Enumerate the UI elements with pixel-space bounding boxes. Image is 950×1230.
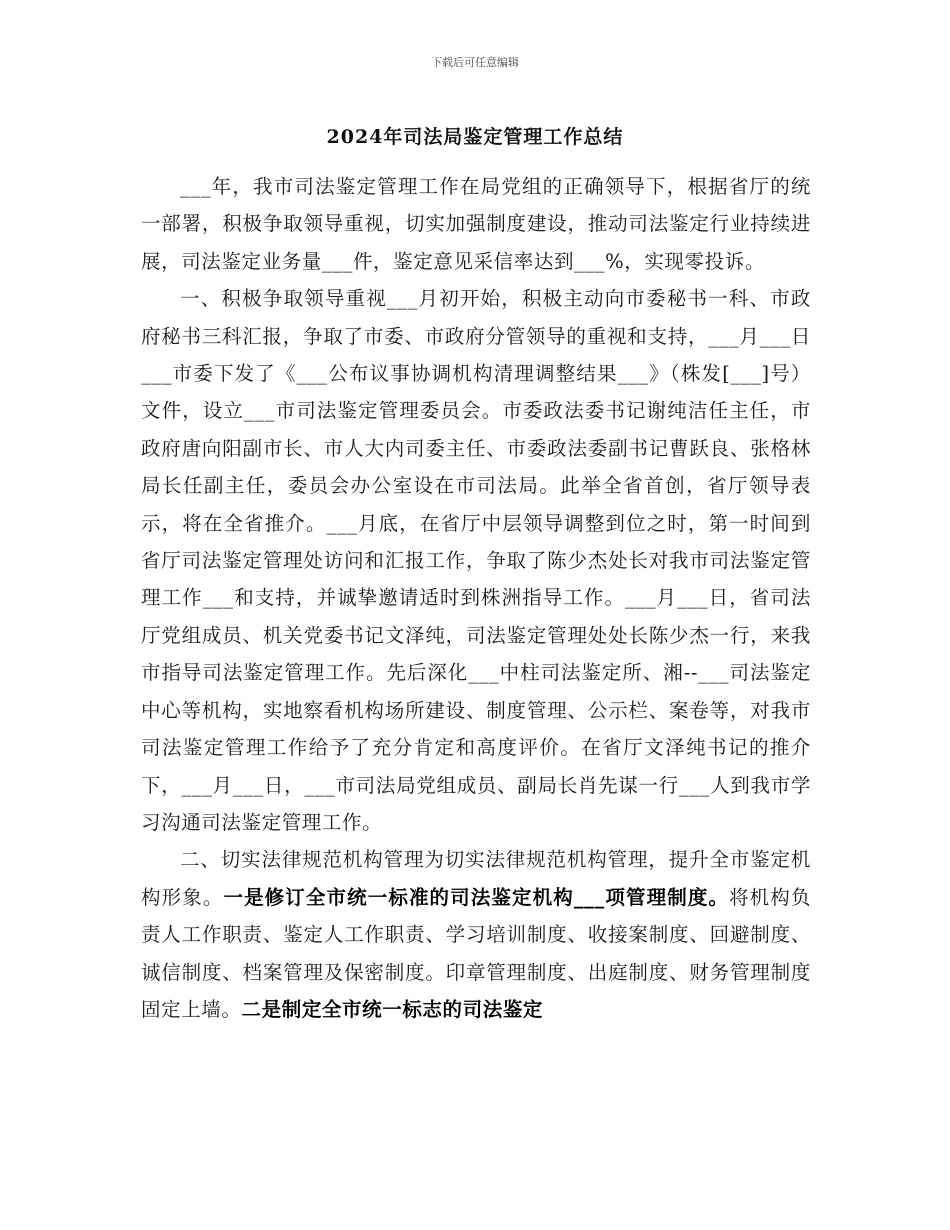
- header-note: 下载后可任意编辑: [431, 56, 519, 69]
- section-two-bold-point-two: 二是制定全市统一标志的司法鉴定: [241, 997, 544, 1021]
- section-two-middle: 将机构负责人工作职责、鉴定人工作职责、学习培训制度、收接案制度、回避制度、诚信制度、档案管理及保密制度。印章管理制度、出庭制度、财务管理制度固定上墙。: [141, 885, 811, 1021]
- paragraph-section-two: [141, 841, 811, 1028]
- paragraph-intro: ___年，我市司法鉴定管理工作在局党组的正确领导下，根据省厅的统一部署，积极争取领导重视，切实加强制度建设，推动司法鉴定行业持续进展，司法鉴定业务量___件，鉴定意见采信率达到___%，实现零投诉。: [141, 175, 811, 273]
- document-body: [141, 168, 811, 1028]
- section-two-lead: 二、切实法律规范机构管理为切实法律规范机构管理，提升全市鉴定机构形象。: [141, 848, 811, 909]
- paragraph-section-one: 一、积极争取领导重视___月初开始，积极主动向市委秘书一科、市政府秘书三科汇报，争取了市委、市政府分管领导的重视和支持，___月___日___市委下发了《___公布议事协调机构清理调整结果___》（株发[___]号）文件，设立___市司法鉴定管理委员会。市委政法委书记谢纯洁任主任，市政府唐向阳副市长、市人大内司委主任、市委政法委副书记曹跃良、张格林局长任副主任，委员会办公室设在市司法局。此举全省首创，省厅领导表示，将在全省推介。___月底，在省厅中层领导调整到位之时，第一时间到省厅司法鉴定管理处访问和汇报工作，争取了陈少杰处长对我市司法鉴定管理工作___和支持，并诚挚邀请适时到株洲指导工作。___月___日，省司法厅党组成员、机关党委书记文泽纯，司法鉴定管理处处长陈少杰一行，来我市指导司法鉴定管理工作。先后深化___中柱司法鉴定所、湘--___司法鉴定中心等机构，实地察看机构场所建设、制度管理、公示栏、案卷等，对我市司法鉴定管理工作给予了充分肯定和高度评价。在省厅文泽纯书记的推介下，___月___日，___市司法局党组成员、副局长肖先谋一行___人到我市学习沟通司法鉴定管理工作。: [141, 287, 811, 834]
- section-two-bold-point-one: 一是修订全市统一标准的司法鉴定机构___项管理制度。: [223, 885, 730, 909]
- document-title: 2024年司法局鉴定管理工作总结: [326, 126, 624, 148]
